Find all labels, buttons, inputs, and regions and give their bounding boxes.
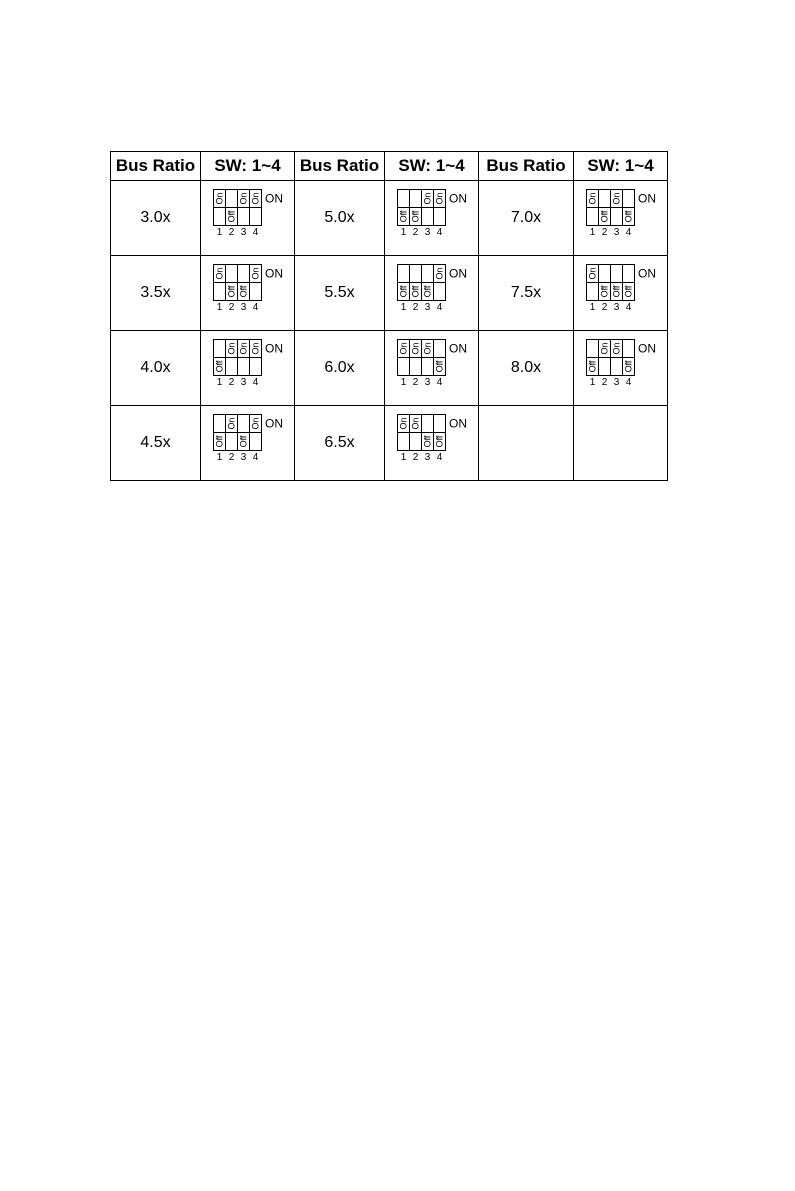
bus-ratio-cell (479, 256, 574, 331)
dip-switch-diagram (586, 264, 658, 316)
switch-number-label: 2 (412, 377, 419, 388)
switch-state-label: On (410, 417, 421, 430)
switch-setting-cell (574, 331, 668, 406)
bus-ratio-cell (295, 406, 385, 481)
switch-number-label: 3 (424, 302, 431, 313)
header-switch: SW: 1~4 (201, 152, 295, 181)
on-direction-label: ON (638, 266, 656, 281)
on-direction-label: ON (265, 191, 283, 206)
dip-switch-diagram (397, 189, 469, 241)
header-switch: SW: 1~4 (574, 152, 668, 181)
switch-number-label: 3 (240, 227, 247, 238)
switch-setting-cell (385, 331, 479, 406)
on-direction-label: ON (265, 416, 283, 431)
dip-switch (213, 189, 285, 241)
dip-switch-diagram (586, 339, 658, 391)
on-direction-label: ON (449, 266, 467, 281)
switch-number-label: 3 (240, 302, 247, 313)
table-row (111, 181, 668, 256)
switch-setting-cell (574, 256, 668, 331)
dip-switch-diagram (213, 339, 285, 391)
dip-switch (213, 414, 285, 466)
switch-number-label: 2 (228, 227, 235, 238)
bus-ratio-table (110, 151, 668, 481)
switch-state-label: On (611, 342, 622, 355)
switch-number-label: 1 (400, 377, 407, 388)
bus-ratio-cell (111, 406, 201, 481)
switch-state-label: Off (238, 435, 249, 448)
switch-state-label: On (410, 342, 421, 355)
switch-setting-cell (201, 331, 295, 406)
switch-setting-cell (574, 181, 668, 256)
on-direction-label: ON (265, 341, 283, 356)
switch-number-label: 4 (252, 302, 259, 313)
on-direction-label: ON (638, 341, 656, 356)
switch-number-label: 4 (252, 227, 259, 238)
switch-number-label: 3 (240, 452, 247, 463)
switch-number-label: 1 (400, 227, 407, 238)
switch-state-label: On (250, 192, 261, 205)
switch-state-label: Off (599, 285, 610, 298)
switch-state-label: Off (422, 435, 433, 448)
bus-ratio-cell (295, 256, 385, 331)
bus-ratio-value: 3.5x (140, 284, 171, 301)
bus-ratio-cell (479, 181, 574, 256)
bus-ratio-value: 7.5x (510, 284, 542, 301)
switch-number-label: 3 (424, 377, 431, 388)
switch-state-label: Off (434, 435, 445, 448)
switch-setting-cell (574, 406, 668, 481)
dip-switch (397, 189, 469, 241)
bus-ratio-value: 6.5x (324, 434, 355, 451)
switch-number-label: 4 (436, 452, 443, 463)
switch-number-label: 3 (240, 377, 247, 388)
dip-switch (586, 264, 658, 316)
bus-ratio-value: 7.0x (510, 209, 542, 226)
header-bus-ratio: Bus Ratio (111, 152, 201, 181)
switch-number-label: 4 (252, 377, 259, 388)
switch-state-label: Off (398, 210, 409, 223)
switch-state-label: Off (410, 210, 421, 223)
switch-state-label: Off (611, 285, 622, 298)
switch-state-label: Off (422, 285, 433, 298)
switch-number-label: 1 (589, 302, 596, 313)
on-direction-label: ON (638, 191, 656, 206)
switch-state-label: Off (434, 360, 445, 373)
bus-ratio-cell (295, 331, 385, 406)
on-direction-label: ON (449, 341, 467, 356)
switch-number-label: 2 (601, 302, 608, 313)
dip-switch-diagram (213, 264, 285, 316)
switch-number-label: 2 (601, 377, 608, 388)
table-row (111, 406, 668, 481)
switch-number-label: 1 (400, 452, 407, 463)
switch-state-label: Off (214, 360, 225, 373)
switch-state-label: Off (587, 360, 598, 373)
switch-state-label: On (599, 342, 610, 355)
switch-state-label: Off (599, 210, 610, 223)
dip-switch (213, 264, 285, 316)
switch-number-label: 4 (625, 377, 632, 388)
bus-ratio-value: 6.0x (324, 359, 355, 376)
switch-number-label: 3 (613, 377, 620, 388)
switch-state-label: On (398, 417, 409, 430)
switch-number-label: 3 (613, 227, 620, 238)
dip-switch-diagram (213, 414, 285, 466)
switch-number-label: 2 (228, 377, 235, 388)
switch-state-label: On (226, 417, 237, 430)
switch-number-label: 4 (436, 227, 443, 238)
switch-setting-cell (385, 181, 479, 256)
switch-number-label: 3 (613, 302, 620, 313)
table-row (111, 256, 668, 331)
dip-switch-diagram (397, 414, 469, 466)
switch-state-label: Off (410, 285, 421, 298)
dip-switch (397, 339, 469, 391)
switch-setting-cell (385, 256, 479, 331)
dip-switch-diagram (397, 339, 469, 391)
switch-state-label: Off (226, 210, 237, 223)
table-header-row (111, 152, 668, 181)
bus-ratio-cell (479, 331, 574, 406)
switch-state-label: On (587, 192, 598, 205)
bus-ratio-value: 4.5x (140, 434, 171, 451)
dip-switch-diagram (397, 264, 469, 316)
bus-ratio-value: 8.0x (510, 359, 542, 376)
switch-setting-cell (201, 256, 295, 331)
switch-number-label: 1 (216, 302, 223, 313)
switch-state-label: On (587, 267, 598, 280)
dip-switch (397, 414, 469, 466)
switch-number-label: 1 (589, 227, 596, 238)
switch-number-label: 4 (436, 302, 443, 313)
switch-state-label: On (214, 192, 225, 205)
switch-setting-cell (201, 181, 295, 256)
bus-ratio-cell (111, 181, 201, 256)
switch-state-label: On (238, 342, 249, 355)
switch-state-label: Off (226, 285, 237, 298)
on-direction-label: ON (449, 416, 467, 431)
switch-state-label: Off (398, 285, 409, 298)
switch-number-label: 1 (589, 377, 596, 388)
switch-number-label: 1 (400, 302, 407, 313)
switch-state-label: Off (623, 360, 634, 373)
switch-number-label: 4 (436, 377, 443, 388)
switch-number-label: 3 (424, 227, 431, 238)
dip-switch (586, 189, 658, 241)
bus-ratio-cell (111, 331, 201, 406)
bus-ratio-cell (295, 181, 385, 256)
dip-switch (213, 339, 285, 391)
switch-number-label: 2 (412, 227, 419, 238)
header-bus-ratio: Bus Ratio (479, 152, 574, 181)
header-switch: SW: 1~4 (385, 152, 479, 181)
on-direction-label: ON (265, 266, 283, 281)
switch-state-label: On (238, 192, 249, 205)
switch-state-label: Off (623, 210, 634, 223)
switch-state-label: On (250, 267, 261, 280)
bus-ratio-value: 3.0x (140, 209, 171, 226)
switch-number-label: 1 (216, 227, 223, 238)
bus-ratio-cell (111, 256, 201, 331)
dip-switch-diagram (586, 189, 658, 241)
table-row (111, 331, 668, 406)
switch-state-label: On (611, 192, 622, 205)
switch-state-label: On (398, 342, 409, 355)
bus-ratio-cell (479, 406, 574, 481)
switch-state-label: Off (623, 285, 634, 298)
switch-setting-cell (201, 406, 295, 481)
bus-ratio-value: 5.0x (324, 209, 355, 226)
switch-number-label: 4 (625, 302, 632, 313)
switch-number-label: 2 (228, 452, 235, 463)
switch-setting-cell (385, 406, 479, 481)
switch-number-label: 3 (424, 452, 431, 463)
switch-state-label: On (422, 342, 433, 355)
switch-state-label: On (214, 267, 225, 280)
switch-number-label: 4 (625, 227, 632, 238)
bus-ratio-value: 5.5x (324, 284, 355, 301)
on-direction-label: ON (449, 191, 467, 206)
switch-number-label: 2 (412, 302, 419, 313)
switch-number-label: 2 (601, 227, 608, 238)
switch-state-label: On (422, 192, 433, 205)
switch-state-label: Off (238, 285, 249, 298)
switch-state-label: On (434, 192, 445, 205)
bus-ratio-value: 4.0x (140, 359, 171, 376)
switch-number-label: 1 (216, 377, 223, 388)
dip-switch-diagram (213, 189, 285, 241)
switch-state-label: On (250, 342, 261, 355)
dip-switch (397, 264, 469, 316)
dip-switch (586, 339, 658, 391)
switch-state-label: On (250, 417, 261, 430)
switch-state-label: On (226, 342, 237, 355)
switch-number-label: 4 (252, 452, 259, 463)
switch-state-label: Off (214, 435, 225, 448)
switch-number-label: 2 (412, 452, 419, 463)
switch-number-label: 1 (216, 452, 223, 463)
switch-state-label: On (434, 267, 445, 280)
switch-number-label: 2 (228, 302, 235, 313)
header-bus-ratio: Bus Ratio (295, 152, 385, 181)
